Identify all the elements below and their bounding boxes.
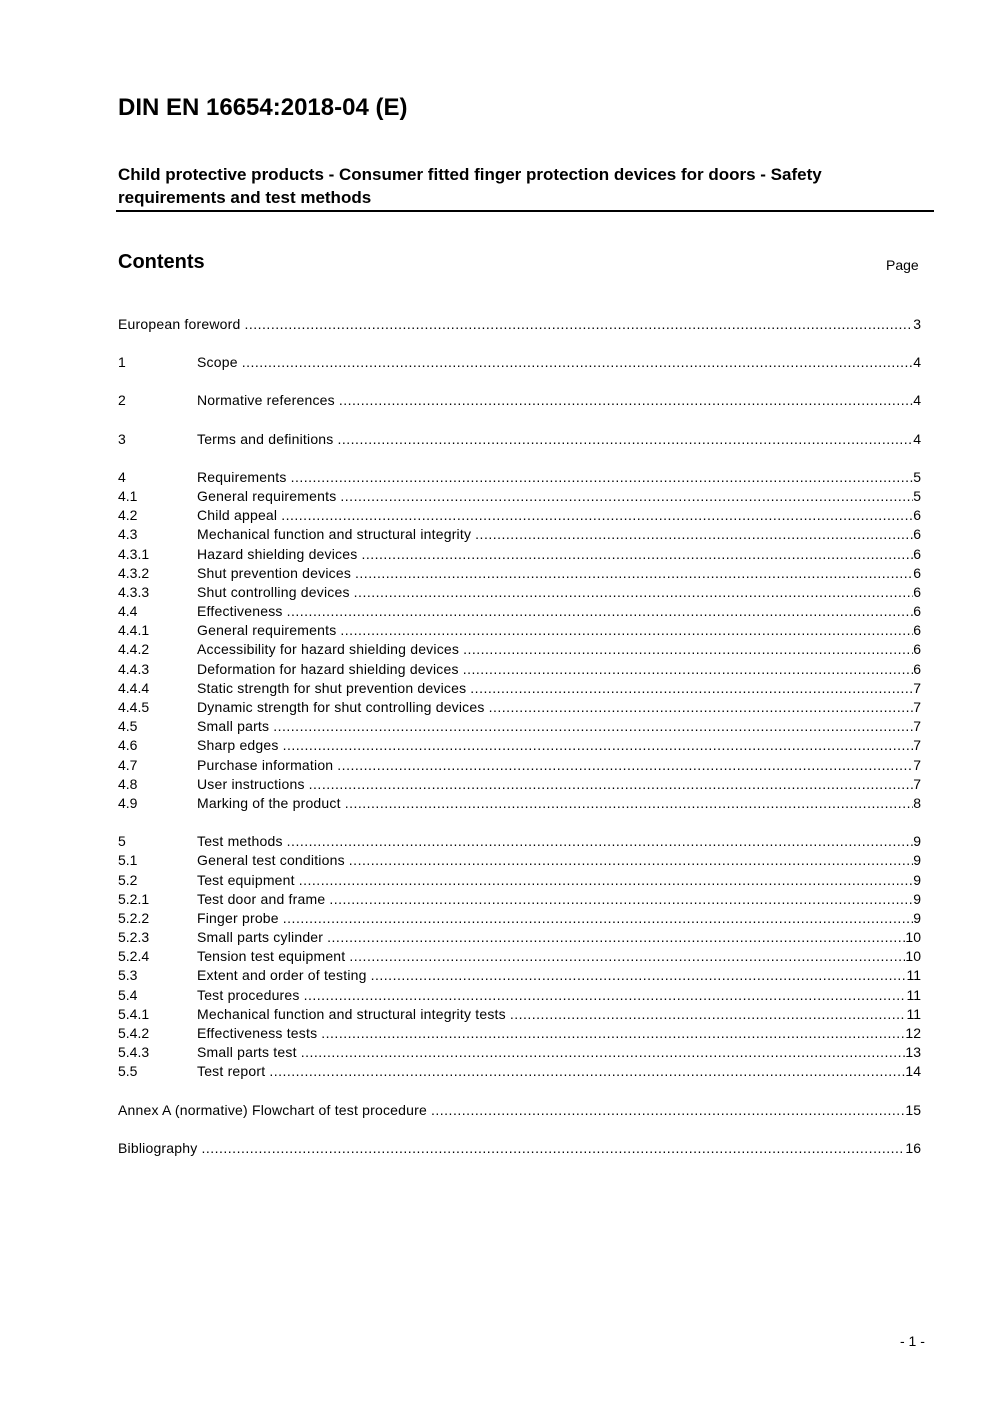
toc-leader-dots — [371, 966, 907, 985]
toc-entry[interactable] — [118, 430, 921, 449]
toc-entry-title: Shut prevention devices — [197, 564, 352, 581]
toc-entry-number: 4.8 — [118, 775, 138, 792]
toc-entry[interactable] — [118, 564, 921, 583]
toc-entry-page: 5 — [913, 468, 921, 485]
toc-entry-page: 10 — [905, 929, 921, 946]
toc-entry-page: 6 — [913, 641, 921, 658]
toc-leader-dots — [283, 909, 913, 928]
toc-entry-number: 4.2 — [118, 507, 138, 524]
toc-entry[interactable] — [118, 1024, 921, 1043]
toc-leader-dots — [269, 1062, 905, 1081]
toc-leader-dots — [340, 487, 913, 506]
toc-entry-page: 13 — [905, 1044, 921, 1061]
toc-entry-title: Scope — [197, 354, 238, 371]
toc-entry-page: 11 — [906, 1005, 921, 1022]
toc-entry-title: Small parts test — [197, 1044, 297, 1061]
page-number: - 1 - — [900, 1333, 925, 1349]
toc-entry-title: General test conditions — [197, 852, 345, 869]
toc-leader-dots — [283, 736, 914, 755]
toc-entry-page: 6 — [913, 545, 921, 562]
toc-entry-page: 5 — [913, 487, 921, 504]
toc-entry-page: 11 — [906, 967, 921, 984]
toc-entry-title: Dynamic strength for shut controlling devices — [197, 699, 485, 715]
toc-entry-title: Test equipment — [197, 871, 295, 888]
toc-entry-page: 9 — [913, 909, 921, 926]
toc-leader-dots — [287, 602, 914, 621]
toc-entry-page: 14 — [905, 1063, 921, 1080]
toc-entry-title: Test methods — [197, 833, 283, 850]
toc-entry[interactable] — [118, 756, 921, 775]
toc-entry-number: 4.6 — [118, 737, 138, 754]
toc-leader-dots — [304, 986, 907, 1005]
toc-entry[interactable] — [118, 1101, 921, 1120]
toc-leader-dots — [349, 947, 905, 966]
toc-entry-page: 6 — [913, 507, 921, 524]
toc-leader-dots — [309, 775, 914, 794]
toc-entry-page: 7 — [913, 679, 921, 696]
toc-entry-number: 4.4.4 — [118, 679, 150, 696]
toc-leader-dots — [354, 583, 914, 602]
toc-entry[interactable] — [118, 1005, 921, 1024]
toc-leader-dots — [431, 1101, 905, 1120]
toc-entry-page: 4 — [913, 354, 921, 371]
toc-entry-page: 15 — [905, 1101, 921, 1118]
toc-entry-page: 9 — [913, 871, 921, 888]
toc-entry-page: 6 — [913, 526, 921, 543]
toc-entry[interactable] — [118, 851, 921, 870]
toc-entry-number: 4.4.3 — [118, 660, 150, 677]
toc-entry[interactable] — [118, 525, 921, 544]
toc-leader-dots — [291, 468, 914, 487]
toc-entry-number: 3 — [118, 430, 126, 447]
toc-entry-page: 7 — [913, 699, 921, 715]
toc-leader-dots — [463, 660, 914, 679]
toc-entry-number: 4 — [118, 468, 126, 485]
toc-entry-number: 4.3.3 — [118, 583, 150, 600]
toc-entry-page: 9 — [913, 833, 921, 850]
toc-entry-number: 2 — [118, 392, 126, 409]
toc-entry[interactable] — [118, 353, 921, 372]
toc-entry-title: Terms and definitions — [197, 430, 334, 447]
toc-entry[interactable] — [118, 640, 921, 659]
toc-entry-title: General requirements — [197, 622, 337, 639]
toc-entry-title: Bibliography — [118, 1139, 198, 1156]
toc-leader-dots — [475, 525, 913, 544]
toc-entry-title: Small parts cylinder — [197, 929, 324, 946]
title-divider — [116, 210, 934, 212]
toc-leader-dots — [463, 640, 913, 659]
toc-entry[interactable] — [118, 679, 921, 698]
toc-entry-title: General requirements — [197, 487, 337, 504]
toc-leader-dots — [337, 756, 913, 775]
toc-entry[interactable] — [118, 1062, 921, 1081]
toc-entry-title: Mechanical function and structural integrity tests — [197, 1005, 506, 1022]
toc-entry-page: 6 — [913, 564, 921, 581]
toc-entry-page: 12 — [905, 1025, 921, 1041]
toc-leader-dots — [510, 1005, 907, 1024]
toc-entry[interactable] — [118, 736, 921, 755]
toc-entry-title: Effectiveness — [197, 603, 283, 620]
toc-entry-page: 8 — [913, 794, 921, 811]
toc-entry-page: 6 — [913, 603, 921, 620]
toc-entry-number: 5.4 — [118, 986, 138, 1003]
toc-entry-title: Effectiveness tests — [197, 1025, 318, 1041]
toc-entry-page: 6 — [913, 660, 921, 677]
table-of-contents — [118, 315, 921, 1158]
toc-entry-title: Deformation for hazard shielding devices — [197, 660, 459, 677]
toc-entry[interactable] — [118, 966, 921, 985]
toc-leader-dots — [321, 1024, 905, 1043]
toc-entry-number: 4.3.2 — [118, 564, 150, 581]
toc-entry[interactable] — [118, 487, 921, 506]
toc-entry-title: Mechanical function and structural integrity — [197, 526, 472, 543]
toc-entry-number: 5.2.4 — [118, 948, 150, 965]
toc-leader-dots — [339, 391, 913, 410]
toc-entry[interactable] — [118, 947, 921, 966]
toc-leader-dots — [287, 832, 914, 851]
toc-entry-title: Extent and order of testing — [197, 967, 367, 984]
toc-entry-page: 7 — [913, 718, 921, 735]
toc-entry-number: 4.4.1 — [118, 622, 150, 639]
toc-entry-page: 16 — [905, 1139, 921, 1156]
toc-entry[interactable] — [118, 832, 921, 851]
contents-heading: Contents — [118, 251, 205, 273]
toc-entry[interactable] — [118, 621, 921, 640]
toc-entry-page: 10 — [905, 948, 921, 965]
toc-leader-dots — [329, 890, 913, 909]
toc-entry-page: 4 — [913, 392, 921, 409]
toc-entry[interactable] — [118, 602, 921, 621]
toc-entry-page: 9 — [913, 890, 921, 907]
toc-entry-number: 4.7 — [118, 756, 138, 773]
toc-leader-dots — [273, 717, 913, 736]
toc-leader-dots — [338, 430, 914, 449]
toc-entry[interactable] — [118, 468, 921, 487]
toc-entry-page: 11 — [906, 986, 921, 1003]
page-column-label: Page — [886, 257, 919, 273]
toc-entry-title: Tension test equipment — [197, 948, 346, 965]
toc-entry-title: Child appeal — [197, 507, 278, 524]
toc-entry-number: 5.5 — [118, 1063, 138, 1080]
toc-entry[interactable] — [118, 775, 921, 794]
toc-entry-number: 5 — [118, 833, 126, 850]
toc-entry-number: 5.2 — [118, 871, 138, 888]
toc-entry-page: 7 — [913, 775, 921, 792]
toc-entry[interactable] — [118, 1139, 921, 1158]
toc-entry-number: 4.3.1 — [118, 545, 150, 562]
toc-entry[interactable] — [118, 391, 921, 410]
toc-entry-page: 3 — [913, 316, 921, 332]
toc-entry-title: Test procedures — [197, 986, 300, 1003]
toc-entry-title: User instructions — [197, 775, 305, 792]
toc-leader-dots — [327, 928, 905, 947]
toc-entry-page: 4 — [913, 430, 921, 447]
toc-entry-title: Accessibility for hazard shielding devices — [197, 641, 460, 658]
toc-entry[interactable] — [118, 717, 921, 736]
toc-entry-title: Normative references — [197, 392, 335, 409]
toc-entry-page: 6 — [913, 622, 921, 639]
toc-entry-number: 5.2.1 — [118, 890, 150, 907]
toc-entry-title: Purchase information — [197, 756, 334, 773]
toc-entry-page: 6 — [913, 583, 921, 600]
toc-entry-number: 5.3 — [118, 967, 138, 984]
toc-entry[interactable] — [118, 545, 921, 564]
toc-leader-dots — [201, 1139, 905, 1158]
toc-entry-title: Test report — [197, 1063, 266, 1080]
toc-leader-dots — [345, 794, 914, 813]
toc-entry-number: 1 — [118, 354, 126, 371]
toc-entry-title: Marking of the product — [197, 794, 341, 811]
toc-entry-number: 5.4.3 — [118, 1044, 150, 1061]
toc-leader-dots — [301, 1043, 906, 1062]
toc-entry-number: 5.2.3 — [118, 929, 150, 946]
toc-entry[interactable] — [118, 890, 921, 909]
toc-entry-number: 4.4.2 — [118, 641, 150, 658]
toc-leader-dots — [489, 698, 914, 717]
document-title: Child protective products - Consumer fitted finger protection devices for doors - Safety requirements and test methods — [118, 165, 822, 207]
toc-entry-number: 4.5 — [118, 718, 138, 735]
document-id: DIN EN 16654:2018-04 (E) — [118, 94, 408, 121]
toc-entry[interactable] — [118, 698, 921, 717]
toc-entry-number: 5.4.2 — [118, 1025, 150, 1041]
toc-entry-title: Hazard shielding devices — [197, 545, 358, 562]
toc-entry[interactable] — [118, 909, 921, 928]
toc-leader-dots — [242, 353, 914, 372]
toc-entry-title: Annex A (normative) Flowchart of test procedure — [118, 1101, 427, 1118]
toc-entry-title: Shut controlling devices — [197, 583, 350, 600]
toc-entry-number: 4.4.5 — [118, 699, 150, 715]
toc-entry-number: 5.2.2 — [118, 909, 150, 926]
toc-entry[interactable] — [118, 1043, 921, 1062]
toc-entry-number: 4.9 — [118, 794, 138, 811]
toc-leader-dots — [340, 621, 913, 640]
toc-entry[interactable] — [118, 660, 921, 679]
toc-entry-number: 5.1 — [118, 852, 138, 869]
toc-entry-number: 4.3 — [118, 526, 138, 543]
toc-entry-title: Small parts — [197, 718, 270, 735]
toc-entry-title: Requirements — [197, 468, 287, 485]
toc-leader-dots — [349, 851, 913, 870]
toc-leader-dots — [361, 545, 913, 564]
toc-entry-title: Static strength for shut prevention devices — [197, 679, 467, 696]
toc-entry-title: Sharp edges — [197, 737, 279, 754]
toc-entry-page: 7 — [913, 737, 921, 754]
toc-entry[interactable] — [118, 986, 921, 1005]
toc-leader-dots — [299, 871, 913, 890]
toc-leader-dots — [355, 564, 913, 583]
toc-leader-dots — [244, 315, 913, 334]
toc-entry[interactable] — [118, 506, 921, 525]
toc-entry-page: 7 — [913, 756, 921, 773]
toc-entry[interactable] — [118, 871, 921, 890]
toc-leader-dots — [470, 679, 913, 698]
toc-entry-number: 5.4.1 — [118, 1005, 150, 1022]
toc-entry[interactable] — [118, 928, 921, 947]
toc-entry[interactable] — [118, 315, 921, 334]
toc-entry[interactable] — [118, 583, 921, 602]
toc-entry-title: European foreword — [118, 316, 241, 332]
toc-leader-dots — [281, 506, 913, 525]
toc-entry-number: 4.4 — [118, 603, 138, 620]
toc-entry-title: Test door and frame — [197, 890, 326, 907]
toc-entry-number: 4.1 — [118, 487, 138, 504]
toc-entry-title: Finger probe — [197, 909, 279, 926]
toc-entry[interactable] — [118, 794, 921, 813]
toc-entry-page: 9 — [913, 852, 921, 869]
